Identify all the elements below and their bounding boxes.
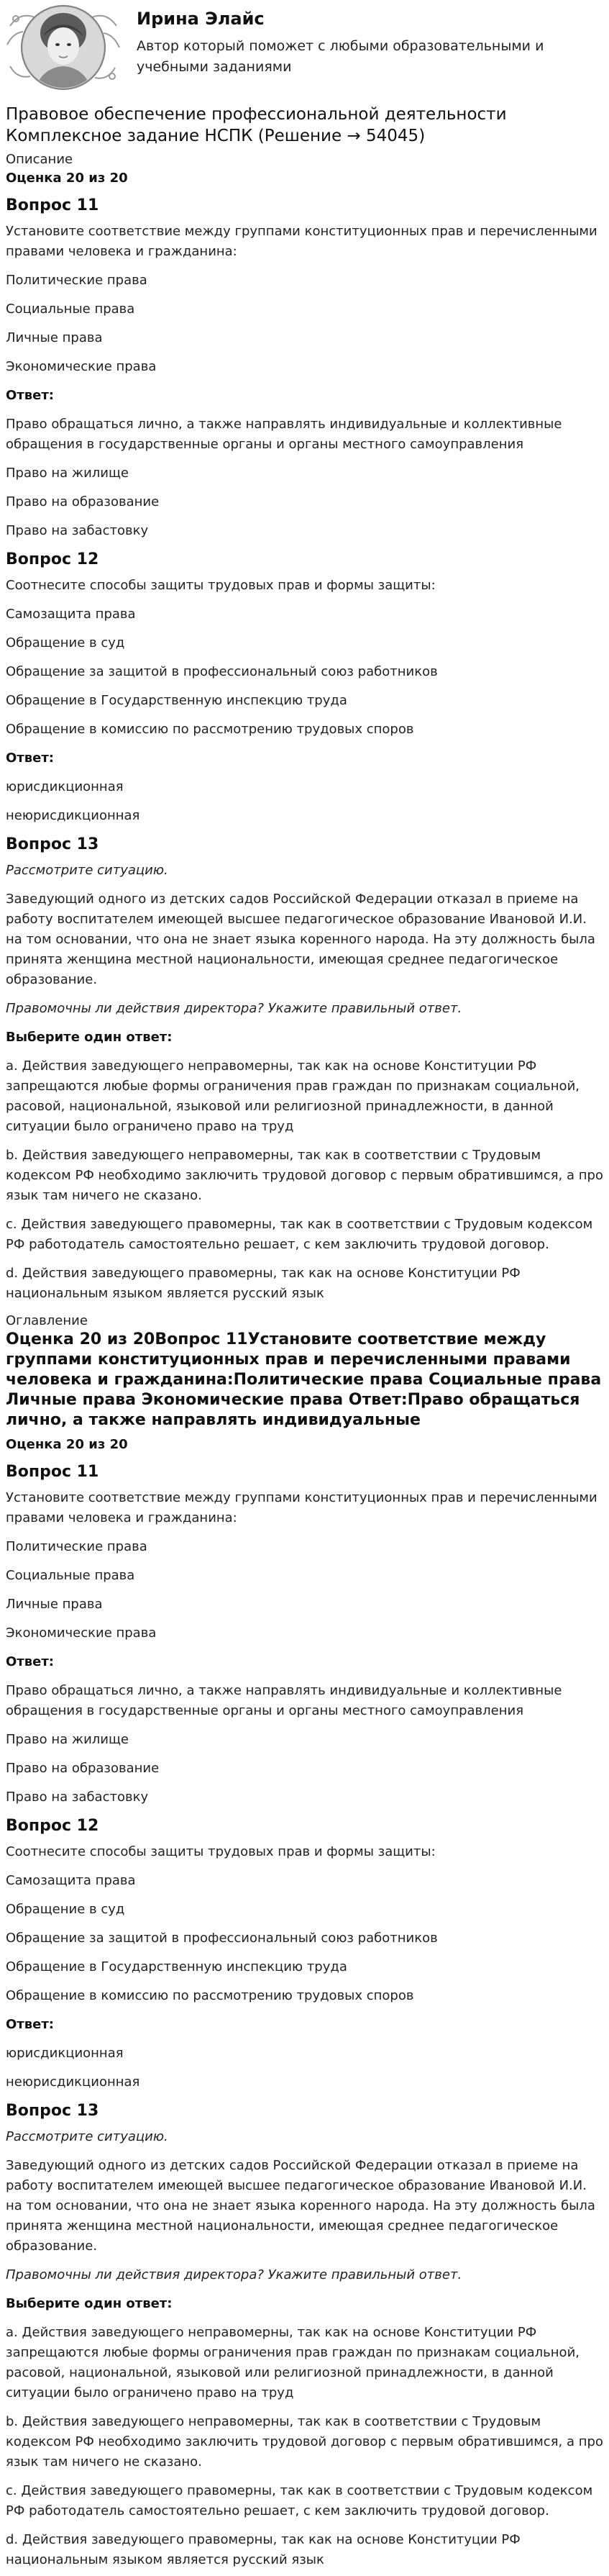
question-13-choice-a: a. Действия заведующего неправомерны, так как на основе Конституции РФ запрещаются любые формы ограничения прав граждан по признакам социальной, расовой, национальной, языковой или религиозной принадлежности, в данной ситуации было ограничено право на труд [6, 1058, 580, 1134]
page-title [6, 104, 603, 147]
question-11-answer-label: Ответ: [6, 1654, 54, 1669]
question-13-situation: Заведующий одного из детских садов Российской Федерации отказал в приеме на работу воспитателем имеющей высшее педагогическое образование Ивановой И.И. на том основании, что она не знает языка коренного народа. На эту должность была принята женщина местной национальности, имеющая среднее педагогическое образование. [6, 2158, 595, 2254]
question-11-title: Вопрос 11 [6, 1463, 99, 1481]
question-11-group: Экономические права [6, 1625, 157, 1641]
question-11-answer: Право на жилище [6, 466, 129, 481]
question-11-group: Социальные права [6, 1568, 135, 1583]
question-11-group: Социальные права [6, 301, 135, 317]
question-12-method: Обращение в суд [6, 1902, 125, 1917]
question-11-repeat [6, 1462, 603, 1808]
question-12-title: Вопрос 12 [6, 550, 99, 568]
question-12-text: Соотнесите способы защиты трудовых прав и формы защиты: [6, 578, 436, 593]
question-11-answer: Право на образование [6, 1761, 160, 1776]
question-11-answer: Право на жилище [6, 1732, 129, 1747]
question-13-situation: Заведующий одного из детских садов Российской Федерации отказал в приеме на работу воспитателем имеющей высшее педагогическое образование Ивановой И.И. на том основании, что она не знает языка коренного народа. На эту должность была принята женщина местной национальности, имеющая среднее педагогическое образование. [6, 892, 595, 987]
page-title-line-1: Правовое обеспечение профессиональной деятельности [6, 105, 507, 124]
description-label: Описание [6, 152, 73, 167]
score-repeat: Оценка 20 из 20 [6, 1437, 128, 1452]
question-12-method: Самозащита права [6, 607, 136, 622]
question-11-answer: Право на забастовку [6, 1790, 149, 1805]
question-12-method: Обращение в суд [6, 635, 125, 650]
question-13-select-label: Выберите один ответ: [6, 2296, 173, 2311]
question-13-title: Вопрос 13 [6, 2102, 99, 2120]
question-11-text: Установите соответствие между группами конституционных прав и перечисленными правами человека и гражданина: [6, 1490, 597, 1525]
toc-label: Оглавление [6, 1313, 88, 1328]
question-13-choice-b: b. Действия заведующего неправомерны, так как в соответствии с Трудовым кодексом РФ необходимо заключить трудовой договор с первым обратившимся, а про язык там ничего не сказано. [6, 1148, 603, 1203]
question-11-answer-label: Ответ: [6, 388, 54, 403]
question-11-group: Экономические права [6, 359, 157, 374]
question-12-answer: юрисдикционная [6, 779, 124, 794]
author-name[interactable]: Ирина Элайс [137, 9, 265, 29]
question-11-answer: Право на образование [6, 494, 160, 509]
question-11-title: Вопрос 11 [6, 196, 99, 214]
question-13-intro: Рассмотрите ситуацию. [6, 863, 168, 878]
question-12-repeat [6, 1816, 603, 2092]
question-13-question: Правомочны ли действия директора? Укажите правильный ответ. [6, 1001, 462, 1016]
question-12-method: Обращение в комиссию по рассмотрению трудовых споров [6, 722, 414, 737]
question-13-choice-c: c. Действия заведующего правомерны, так как в соответствии с Трудовым кодексом РФ работодатель самостоятельно решает, с кем заключить трудовой договор. [6, 2483, 593, 2518]
question-11-group: Личные права [6, 1597, 103, 1612]
question-11-answer: Право обращаться лично, а также направлять индивидуальные и коллективные обращения в государственные органы и органы местного самоуправления [6, 1683, 562, 1718]
question-13-question: Правомочны ли действия директора? Укажите правильный ответ. [6, 2267, 462, 2282]
question-12-method: Обращение в комиссию по рассмотрению трудовых споров [6, 1988, 414, 2003]
question-12-answer: неюрисдикционная [6, 808, 140, 823]
author-block [6, 0, 603, 95]
question-12-answer: неюрисдикционная [6, 2074, 140, 2090]
question-13-select-label: Выберите один ответ: [6, 1030, 173, 1045]
question-12-method: Обращение в Государственную инспекцию труда [6, 693, 347, 708]
question-13-choice-d: d. Действия заведующего правомерны, так как на основе Конституции РФ национальным языком является русский язык [6, 1266, 521, 1301]
question-11-group: Политические права [6, 273, 147, 288]
score: Оценка 20 из 20 [6, 171, 128, 186]
toc-heading: Оценка 20 из 20Вопрос 11Установите соответствие между группами конституционных прав и перечисленными правами человека и гражданина:Политические права Социальные права Личные права Экономические права Ответ:Право обращаться лично, а также направлять индивидуальные [6, 1330, 602, 1429]
author-avatar[interactable] [6, 4, 121, 91]
question-12-answer-label: Ответ: [6, 750, 54, 766]
question-11-answer: Право на забастовку [6, 523, 149, 538]
question-12-text: Соотнесите способы защиты трудовых прав и формы защиты: [6, 1844, 436, 1859]
question-11-group: Политические права [6, 1539, 147, 1554]
question-13-intro: Рассмотрите ситуацию. [6, 2129, 168, 2144]
author-description: Автор который поможет с любыми образовательными и учебными заданиями [137, 38, 544, 75]
question-12-title: Вопрос 12 [6, 1817, 99, 1835]
question-11-group: Личные права [6, 330, 103, 345]
question-12-method: Обращение за защитой в профессиональный союз работников [6, 664, 438, 679]
question-12-answer-label: Ответ: [6, 2017, 54, 2032]
question-11 [6, 196, 603, 541]
author-text [137, 4, 568, 78]
question-12-answer: юрисдикционная [6, 2046, 124, 2061]
question-13-choice-d: d. Действия заведующего правомерны, так как на основе Конституции РФ национальным языком является русский язык [6, 2532, 521, 2567]
question-11-answer: Право обращаться лично, а также направлять индивидуальные и коллективные обращения в государственные органы и органы местного самоуправления [6, 417, 562, 452]
question-11-text: Установите соответствие между группами конституционных прав и перечисленными правами человека и гражданина: [6, 224, 597, 259]
question-13-title: Вопрос 13 [6, 835, 99, 853]
question-13-choice-b: b. Действия заведующего неправомерны, так как в соответствии с Трудовым кодексом РФ необходимо заключить трудовой договор с первым обратившимся, а про язык там ничего не сказано. [6, 2414, 603, 2470]
page-title-line-2: Комплексное задание НСПК (Решение → 54045) [6, 127, 426, 145]
question-12-method: Обращение за защитой в профессиональный союз работников [6, 1931, 438, 1946]
question-13-choice-c: c. Действия заведующего правомерны, так как в соответствии с Трудовым кодексом РФ работодатель самостоятельно решает, с кем заключить трудовой договор. [6, 1217, 593, 1252]
question-12-method: Обращение в Государственную инспекцию труда [6, 1959, 347, 1974]
question-13-choice-a: a. Действия заведующего неправомерны, так как на основе Конституции РФ запрещаются любые формы ограничения прав граждан по признакам социальной, расовой, национальной, языковой или религиозной принадлежности, в данной ситуации было ограничено право на труд [6, 2325, 580, 2400]
question-12 [6, 550, 603, 826]
question-13-repeat [6, 2101, 603, 2570]
question-13 [6, 835, 603, 1304]
question-12-method: Самозащита права [6, 1873, 136, 1888]
